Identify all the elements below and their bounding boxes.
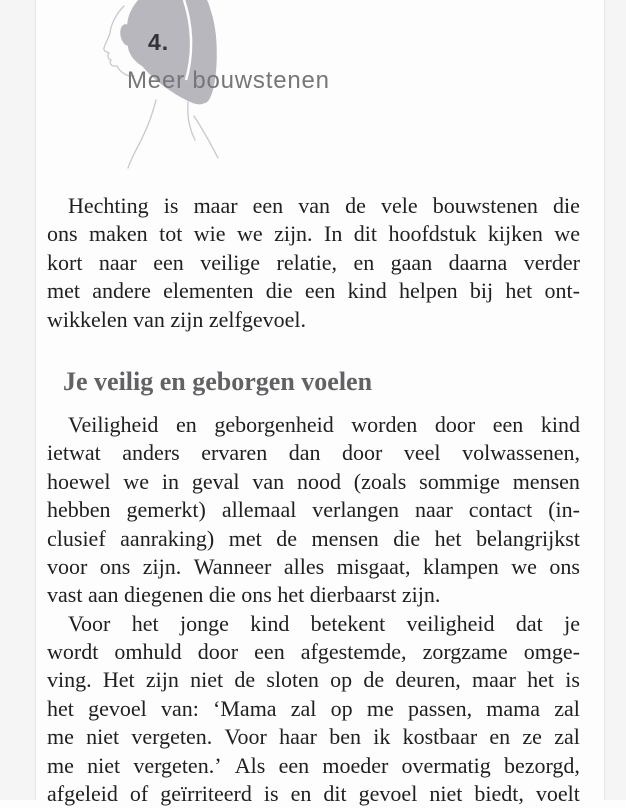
word: door xyxy=(434,411,476,437)
word: een xyxy=(252,193,284,218)
word: niet xyxy=(86,724,120,750)
word: maken xyxy=(89,221,148,247)
word: mensen xyxy=(311,525,379,551)
word: geval xyxy=(191,468,240,494)
word: ik xyxy=(373,724,391,750)
word: betekent xyxy=(310,610,386,636)
text-line: wikkelen van zijn zelfgevoel. xyxy=(47,306,307,332)
word: Wanneer xyxy=(193,553,272,579)
word: en xyxy=(489,724,511,750)
word: vergeten.’ xyxy=(133,752,222,778)
word: gaan xyxy=(390,249,433,275)
word: nood xyxy=(296,468,341,494)
word: het xyxy=(505,278,533,304)
word: deuren, xyxy=(395,667,461,693)
word: vergeten. xyxy=(131,724,213,750)
word: en xyxy=(176,411,197,437)
word: wordt xyxy=(47,639,99,665)
word: op xyxy=(330,667,353,693)
section-heading: Je veilig en geborgen voelen xyxy=(63,366,373,396)
word: omhuld xyxy=(114,639,182,665)
word: zijn. xyxy=(142,553,182,579)
word: relatie, xyxy=(276,249,337,275)
word: die xyxy=(393,525,421,551)
word: kind xyxy=(347,278,387,304)
word: ervaren xyxy=(201,440,268,466)
word: gevoel xyxy=(358,781,418,807)
paragraph xyxy=(47,610,580,808)
word: het xyxy=(527,667,555,693)
word: is xyxy=(163,193,179,218)
word: een xyxy=(153,249,184,275)
word: verlangen xyxy=(312,497,399,523)
word: we xyxy=(123,468,150,494)
word: anders xyxy=(122,440,180,466)
word: kind xyxy=(540,411,580,437)
text-line xyxy=(47,468,580,496)
word: mama xyxy=(486,695,541,721)
chapter-title: Meer bouwstenen xyxy=(127,67,330,94)
word: passen, xyxy=(407,695,473,721)
word: of xyxy=(129,781,149,807)
word: niet xyxy=(190,667,224,693)
word: bezorgd, xyxy=(503,752,580,778)
word: we xyxy=(554,221,580,247)
text-line: vast aan diegenen die ons het dierbaarst zijn. xyxy=(47,582,441,608)
word: kort xyxy=(47,249,83,275)
word: ietwat xyxy=(47,440,101,466)
word: die xyxy=(553,193,580,218)
word: naar xyxy=(98,249,137,275)
word: het xyxy=(131,610,159,636)
word: niet xyxy=(87,752,121,778)
word: tot xyxy=(159,221,183,247)
word: haar xyxy=(279,724,317,750)
word: maar xyxy=(193,193,238,218)
page-body xyxy=(47,192,580,808)
left-page-edge xyxy=(0,0,36,800)
word: Als xyxy=(234,752,266,778)
page-surface[interactable] xyxy=(36,0,604,807)
word: elementen xyxy=(163,278,254,304)
text-line xyxy=(47,277,580,305)
word: andere xyxy=(92,278,151,304)
word: dit xyxy=(323,781,347,807)
text-line xyxy=(47,249,580,277)
neck-shoulder-lines xyxy=(128,100,218,168)
text-line xyxy=(47,411,580,439)
text-line xyxy=(47,439,580,467)
word: hebben xyxy=(47,497,111,523)
word: belangrijkst xyxy=(476,525,580,551)
text-line xyxy=(47,496,580,524)
word: voor xyxy=(47,553,88,579)
word: kind xyxy=(250,610,290,636)
text-line xyxy=(47,666,580,694)
word: een xyxy=(254,639,285,665)
word: de xyxy=(276,525,298,551)
word: gevoel xyxy=(88,695,147,721)
word: door xyxy=(197,639,239,665)
word: die xyxy=(265,278,293,304)
word: alles xyxy=(283,553,325,579)
word: ons xyxy=(47,221,78,247)
word: helpen xyxy=(398,278,458,304)
word: maar xyxy=(471,667,516,693)
text-line xyxy=(47,638,580,666)
word: geïrriteerd xyxy=(160,781,252,807)
word: me xyxy=(47,724,74,750)
word: afgeleid xyxy=(47,781,118,807)
word: contact xyxy=(468,497,533,523)
word: de xyxy=(363,667,385,693)
word: ‘Mama xyxy=(213,695,277,721)
text-line xyxy=(47,780,580,808)
word: in xyxy=(161,468,179,494)
word: moeder xyxy=(322,752,389,778)
word: (zoals xyxy=(353,468,407,494)
word: hoewel xyxy=(47,468,111,494)
word: klampen xyxy=(423,553,499,579)
word: afgestemde, xyxy=(300,639,407,665)
word: naar xyxy=(414,497,453,523)
word: wie xyxy=(193,221,226,247)
word: zal xyxy=(554,724,580,750)
word: jonge xyxy=(179,610,229,636)
word: Veiligheid xyxy=(68,411,159,437)
text-line xyxy=(47,553,580,581)
word: (in- xyxy=(548,497,580,523)
word: ben xyxy=(329,724,361,750)
word: me xyxy=(366,695,394,721)
word: Voor xyxy=(68,610,111,636)
word: ont- xyxy=(544,278,580,304)
word: sloten xyxy=(266,667,319,693)
paragraph xyxy=(47,411,580,610)
text-line xyxy=(47,610,580,638)
word: misgaat, xyxy=(336,553,411,579)
word: zal xyxy=(554,695,580,721)
word: ons xyxy=(549,553,580,579)
word: van xyxy=(252,468,285,494)
word: daarna xyxy=(448,249,508,275)
word: we xyxy=(511,553,537,579)
word: worden xyxy=(351,411,418,437)
word: kostbaar xyxy=(402,724,478,750)
text-line xyxy=(47,525,580,553)
word: gemerkt) xyxy=(126,497,206,523)
text-line xyxy=(47,220,580,248)
text-line xyxy=(47,192,580,220)
word: dan xyxy=(288,440,321,466)
word: van: xyxy=(160,695,199,721)
text-line xyxy=(47,752,580,780)
word: aanraking) xyxy=(120,525,215,551)
word: hoofdstuk xyxy=(388,221,477,247)
word: we xyxy=(236,221,263,247)
word: zijn xyxy=(145,667,179,693)
word: niet xyxy=(429,781,463,807)
word: clusief xyxy=(47,525,106,551)
word: is xyxy=(565,667,580,693)
word: je xyxy=(564,610,580,636)
word: door xyxy=(342,440,383,466)
word: bij xyxy=(469,278,494,304)
chapter-header xyxy=(36,0,604,175)
word: zorgzame xyxy=(422,639,508,665)
word: dat xyxy=(515,610,543,636)
word: van xyxy=(298,193,331,218)
word: mensen xyxy=(512,468,580,494)
word: allemaal xyxy=(221,497,297,523)
text-line xyxy=(47,723,580,751)
word: verder xyxy=(523,249,580,275)
word: geborgenheid xyxy=(214,411,334,437)
word: de xyxy=(345,193,366,218)
word: de xyxy=(234,667,256,693)
word: veel xyxy=(403,440,441,466)
word: ons xyxy=(99,553,131,579)
word: omge- xyxy=(523,639,580,665)
word: ving. xyxy=(47,667,92,693)
word: met xyxy=(47,278,80,304)
word: zal xyxy=(290,695,317,721)
word: veilige xyxy=(200,249,261,275)
word: biedt, xyxy=(474,781,524,807)
word: dit xyxy=(353,221,377,247)
paragraph xyxy=(47,192,580,334)
word: Het xyxy=(102,667,135,693)
word: en xyxy=(353,249,375,275)
word: overmatig xyxy=(401,752,491,778)
word: een xyxy=(304,278,336,304)
chapter-number: 4. xyxy=(148,29,170,55)
word: vele xyxy=(381,193,418,218)
word: een xyxy=(278,752,310,778)
word: volwassenen, xyxy=(462,440,580,466)
word: en xyxy=(290,781,312,807)
word: me xyxy=(47,752,74,778)
word: een xyxy=(492,411,524,437)
word: het xyxy=(47,695,74,721)
word: ze xyxy=(522,724,542,750)
word: sommige xyxy=(419,468,500,494)
word: voelt xyxy=(535,781,580,807)
word: veiligheid xyxy=(406,610,495,636)
word: is xyxy=(263,781,279,807)
word: Hechting xyxy=(68,193,149,218)
word: bouwstenen xyxy=(432,193,538,218)
text-line xyxy=(47,695,580,723)
word: zijn. xyxy=(274,221,313,247)
word: kijken xyxy=(487,221,543,247)
word: het xyxy=(434,525,462,551)
right-page-edge xyxy=(604,0,626,800)
word: met xyxy=(228,525,262,551)
word: In xyxy=(324,221,343,247)
word: Voor xyxy=(224,724,267,750)
word: op xyxy=(330,695,353,721)
